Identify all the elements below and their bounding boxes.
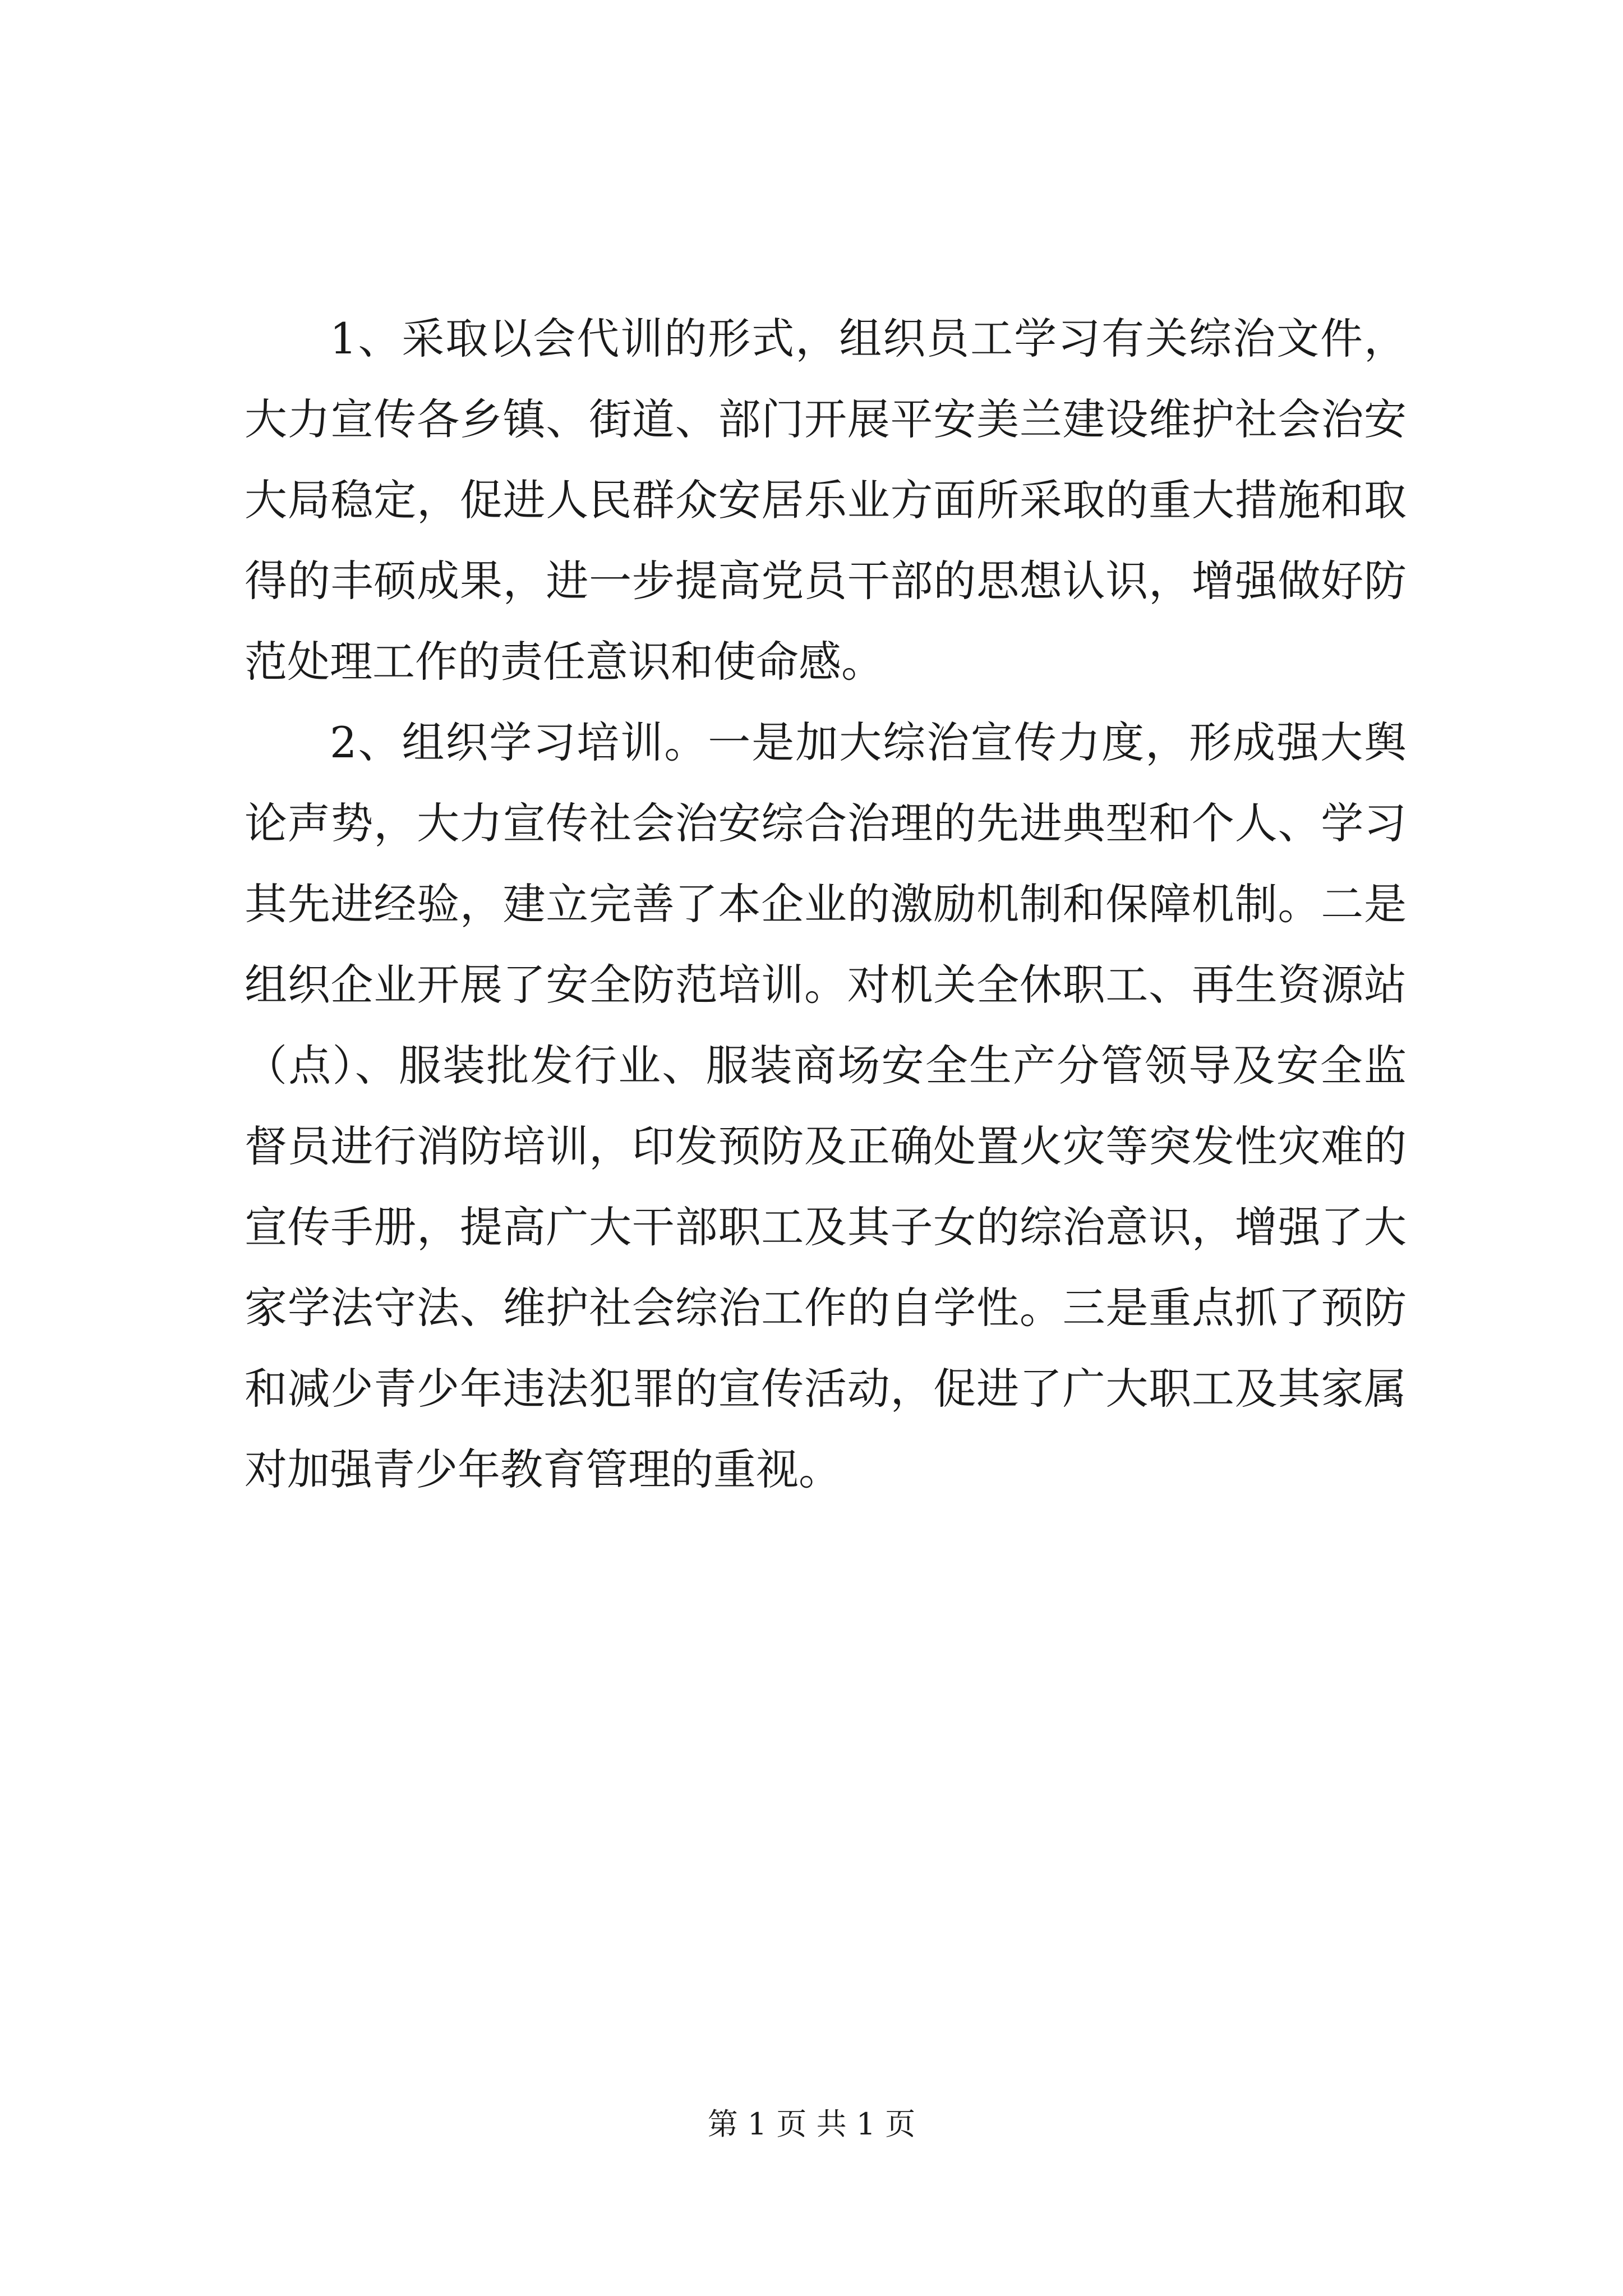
paragraph-2: 2、组织学习培训。一是加大综治宣传力度，形成强大舆论声势，大力宣传社会治安综合治理的先进典型和个人、学习其先进经验，建立完善了本企业的激励机制和保障机制。二是组织企业开展了安全防范培训。对机关全休职工、再生资源站（点）、服装批发行业、服装商场安全生产分管领导及安全监督员进行消防培训，印发预防及正确处置火灾等突发性灾难的宣传手册，提高广大干部职工及其子女的综治意识，增强了大家学法守法、维护社会综治工作的自学性。三是重点抓了预防和减少青少年违法犯罪的宣传活动，促进了广大职工及其家属对加强青少年教育管理的重视。 [245, 717, 1407, 1494]
paragraph-1: 1、采取以会代训的形式，组织员工学习有关综治文件，大力宣传各乡镇、街道、部门开展平安美兰建设维护社会治安大局稳定，促进人民群众安居乐业方面所采取的重大措施和取得的丰硕成果，进一步提高党员干部的思想认识，增强做好防范处理工作的责任意识和使命感。 [245, 314, 1407, 687]
page-footer: 第 1 页 共 1 页 [707, 2106, 916, 2142]
document-body [245, 298, 1407, 1510]
